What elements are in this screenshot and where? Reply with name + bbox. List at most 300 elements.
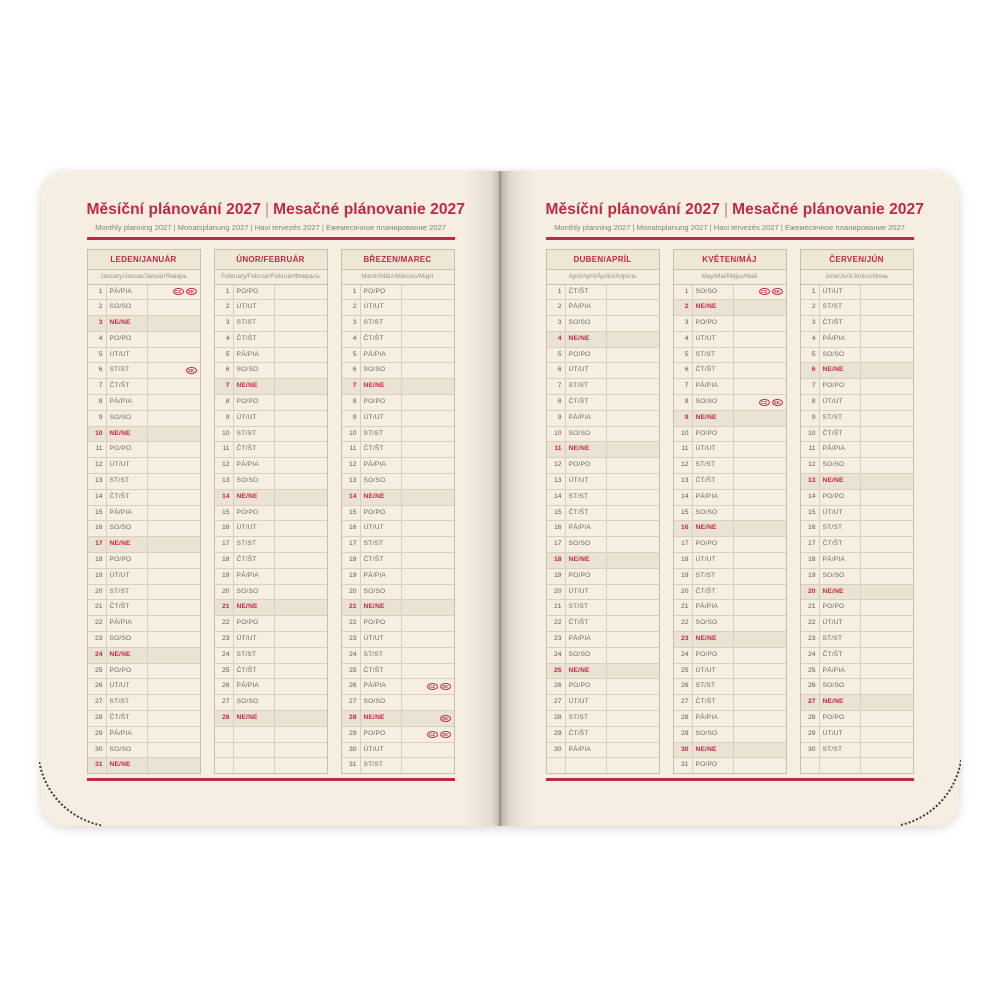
notes-cell (148, 695, 200, 710)
day-number: 4 (674, 332, 693, 347)
day-row (547, 616, 659, 632)
day-number: 28 (801, 711, 820, 726)
notes-cell (861, 458, 913, 473)
notes-cell (148, 632, 200, 647)
notes-cell (607, 743, 659, 758)
day-row (674, 363, 786, 379)
day-row (801, 427, 913, 443)
notes-cell (275, 758, 327, 773)
day-number: 9 (342, 411, 361, 426)
day-number: 29 (801, 727, 820, 742)
day-number: 20 (547, 585, 566, 600)
notes-cell (402, 537, 454, 552)
day-number: 31 (88, 758, 107, 773)
day-row (342, 695, 454, 711)
notes-cell (275, 474, 327, 489)
notes-cell (861, 427, 913, 442)
weekday-label (234, 727, 275, 742)
notes-cell (148, 679, 200, 694)
day-number (801, 758, 820, 773)
notes-cell (734, 363, 786, 378)
weekday-label: ÚT/UT (693, 664, 734, 679)
day-number: 21 (547, 600, 566, 615)
weekday-label: ST/ST (566, 600, 607, 615)
notes-cell (148, 348, 200, 363)
day-number: 29 (88, 727, 107, 742)
empty-row (215, 727, 327, 743)
day-number: 3 (342, 316, 361, 331)
day-row (547, 648, 659, 664)
notes-cell (148, 569, 200, 584)
notes-cell (607, 458, 659, 473)
notes-cell (148, 363, 200, 378)
day-number: 6 (88, 363, 107, 378)
notes-cell (275, 648, 327, 663)
weekday-label: ST/ST (361, 316, 402, 331)
weekday-label: PO/PO (107, 664, 148, 679)
day-number: 3 (88, 316, 107, 331)
day-row (801, 379, 913, 395)
day-number: 10 (674, 427, 693, 442)
notes-cell (275, 632, 327, 647)
holiday-badge-cz: CZ (427, 731, 438, 738)
day-row (547, 442, 659, 458)
notes-cell (148, 521, 200, 536)
notes-cell (402, 600, 454, 615)
day-number: 13 (674, 474, 693, 489)
weekday-label: SO/SO (693, 285, 734, 300)
month-column (673, 249, 787, 775)
day-row (801, 648, 913, 664)
weekday-label: PO/PO (693, 316, 734, 331)
day-number: 16 (88, 521, 107, 536)
weekday-label: ČT/ŠT (234, 664, 275, 679)
day-row (342, 521, 454, 537)
day-number: 15 (215, 506, 234, 521)
day-number: 17 (88, 537, 107, 552)
notes-cell (607, 569, 659, 584)
day-row (547, 427, 659, 443)
day-number: 11 (801, 442, 820, 457)
day-number: 19 (88, 569, 107, 584)
weekday-label: PO/PO (361, 727, 402, 742)
day-number: 5 (801, 348, 820, 363)
day-row (215, 411, 327, 427)
notes-cell (861, 411, 913, 426)
notes-cell (402, 506, 454, 521)
notes-cell (861, 348, 913, 363)
day-number: 4 (215, 332, 234, 347)
day-row (215, 300, 327, 316)
day-number: 22 (547, 616, 566, 631)
notes-cell (607, 632, 659, 647)
notes-cell (734, 664, 786, 679)
day-row (674, 679, 786, 695)
day-row (801, 616, 913, 632)
day-number: 12 (342, 458, 361, 473)
day-number: 18 (674, 553, 693, 568)
weekday-label: ST/ST (820, 743, 861, 758)
day-number: 17 (547, 537, 566, 552)
weekday-label: PÁ/PIA (566, 632, 607, 647)
day-number: 5 (215, 348, 234, 363)
notes-cell (734, 285, 786, 300)
weekday-label: ST/ST (107, 363, 148, 378)
notes-cell (734, 679, 786, 694)
holiday-badge-cz: CZ (759, 288, 770, 295)
day-row (342, 316, 454, 332)
weekday-label: ST/ST (566, 490, 607, 505)
day-number: 3 (547, 316, 566, 331)
day-row (547, 743, 659, 759)
day-number: 29 (674, 727, 693, 742)
weekday-label: ST/ST (693, 348, 734, 363)
notes-cell (402, 616, 454, 631)
weekday-label: ST/ST (820, 411, 861, 426)
day-number: 23 (674, 632, 693, 647)
day-row (88, 585, 200, 601)
day-number: 16 (547, 521, 566, 536)
day-number: 13 (342, 474, 361, 489)
day-row (547, 379, 659, 395)
day-number: 28 (342, 711, 361, 726)
day-number: 9 (88, 411, 107, 426)
notes-cell (402, 711, 454, 726)
day-number: 16 (674, 521, 693, 536)
weekday-label: PÁ/PIA (234, 348, 275, 363)
day-number: 8 (88, 395, 107, 410)
day-row (801, 695, 913, 711)
month-languages: February/Februar/Február/Февраль (214, 270, 328, 285)
weekday-label: PO/PO (361, 285, 402, 300)
notes-cell (402, 427, 454, 442)
day-number: 9 (674, 411, 693, 426)
day-row (342, 395, 454, 411)
day-number: 12 (801, 458, 820, 473)
day-row (674, 411, 786, 427)
day-row (801, 537, 913, 553)
empty-row (547, 758, 659, 773)
notes-cell (402, 632, 454, 647)
notes-cell (734, 348, 786, 363)
notes-cell (402, 316, 454, 331)
day-number: 27 (674, 695, 693, 710)
weekday-label: PÁ/PIA (361, 458, 402, 473)
weekday-label: ČT/ŠT (693, 363, 734, 378)
notes-cell (861, 316, 913, 331)
weekday-label: PO/PO (566, 679, 607, 694)
notes-cell (402, 379, 454, 394)
day-number: 7 (88, 379, 107, 394)
weekday-label: ST/ST (820, 300, 861, 315)
weekday-label: PÁ/PIA (693, 379, 734, 394)
day-number: 6 (215, 363, 234, 378)
notes-cell (275, 727, 327, 742)
day-number: 2 (547, 300, 566, 315)
weekday-label: NE/NE (361, 490, 402, 505)
day-row (342, 664, 454, 680)
notes-cell (402, 458, 454, 473)
month-name: KVĚTEN/MÁJ (673, 249, 787, 270)
notes-cell (861, 616, 913, 631)
weekday-label: SO/SO (361, 695, 402, 710)
day-number: 21 (215, 600, 234, 615)
day-number: 7 (547, 379, 566, 394)
day-number: 11 (215, 442, 234, 457)
day-number: 26 (801, 679, 820, 694)
day-row (801, 316, 913, 332)
day-number: 15 (547, 506, 566, 521)
weekday-label: SO/SO (234, 695, 275, 710)
month-column (800, 249, 914, 775)
notes-cell (148, 300, 200, 315)
day-number: 21 (88, 600, 107, 615)
day-number (547, 758, 566, 773)
weekday-label: ST/ST (234, 537, 275, 552)
notes-cell (275, 379, 327, 394)
notes-cell (607, 490, 659, 505)
day-row (88, 695, 200, 711)
day-row (674, 600, 786, 616)
weekday-label: ÚT/UT (693, 332, 734, 347)
weekday-label: ÚT/UT (361, 743, 402, 758)
day-row (88, 600, 200, 616)
weekday-label: ÚT/UT (361, 521, 402, 536)
day-row (547, 332, 659, 348)
bottom-rule (87, 778, 455, 781)
day-number: 4 (88, 332, 107, 347)
notes-cell (148, 395, 200, 410)
day-row (342, 758, 454, 773)
day-number: 19 (547, 569, 566, 584)
weekday-label: PO/PO (234, 616, 275, 631)
day-number: 14 (674, 490, 693, 505)
weekday-label: ST/ST (361, 758, 402, 773)
month-grid (87, 285, 201, 775)
weekday-label: PO/PO (820, 711, 861, 726)
notes-cell (861, 521, 913, 536)
day-row (342, 474, 454, 490)
page-title (545, 201, 924, 219)
weekday-label: ÚT/UT (693, 442, 734, 457)
day-row (801, 585, 913, 601)
day-number: 5 (342, 348, 361, 363)
day-number: 19 (342, 569, 361, 584)
notes-cell (402, 474, 454, 489)
day-row (674, 711, 786, 727)
notes-cell (734, 506, 786, 521)
weekday-label: NE/NE (566, 332, 607, 347)
month-languages: January/Januar/Január/Январь (87, 270, 201, 285)
day-number: 8 (215, 395, 234, 410)
day-number: 1 (801, 285, 820, 300)
day-row (801, 442, 913, 458)
day-row (547, 395, 659, 411)
day-number: 10 (801, 427, 820, 442)
day-number: 16 (342, 521, 361, 536)
bottom-rule (546, 778, 914, 781)
weekday-label: ČT/ŠT (566, 285, 607, 300)
notes-cell (275, 490, 327, 505)
day-number: 24 (88, 648, 107, 663)
day-number: 10 (88, 427, 107, 442)
day-row (88, 727, 200, 743)
notes-cell (148, 648, 200, 663)
weekday-label: ÚT/UT (820, 395, 861, 410)
weekday-label: NE/NE (820, 585, 861, 600)
day-number: 30 (342, 743, 361, 758)
weekday-label: ÚT/UT (820, 616, 861, 631)
day-row (215, 474, 327, 490)
month-name: ČERVEN/JÚN (800, 249, 914, 270)
months-right (546, 249, 914, 775)
day-row (215, 585, 327, 601)
holiday-badge-sk: SK (186, 367, 197, 374)
weekday-label: SO/SO (566, 537, 607, 552)
weekday-label: PO/PO (693, 537, 734, 552)
day-row (547, 537, 659, 553)
day-row (88, 711, 200, 727)
page-subtitle: Monthly planning 2027 | Monatsplanung 2027 | Havi tervezés 2027 | Ежемесячное планирование 2027 (95, 223, 446, 232)
day-row (215, 537, 327, 553)
day-row (342, 458, 454, 474)
weekday-label: NE/NE (234, 600, 275, 615)
day-number: 5 (674, 348, 693, 363)
day-number: 28 (88, 711, 107, 726)
weekday-label: SO/SO (566, 427, 607, 442)
day-row (801, 332, 913, 348)
weekday-label: ST/ST (361, 537, 402, 552)
day-row (215, 711, 327, 727)
notes-cell (148, 616, 200, 631)
notes-cell (734, 553, 786, 568)
weekday-label: NE/NE (820, 363, 861, 378)
day-row (547, 664, 659, 680)
day-number: 19 (674, 569, 693, 584)
day-number: 13 (547, 474, 566, 489)
weekday-label: ČT/ŠT (234, 442, 275, 457)
month-name: DUBEN/APRÍL (546, 249, 660, 270)
day-number: 28 (215, 711, 234, 726)
day-row (801, 348, 913, 364)
day-number: 4 (342, 332, 361, 347)
weekday-label: ČT/ŠT (234, 553, 275, 568)
weekday-label: ST/ST (234, 427, 275, 442)
day-number: 26 (547, 679, 566, 694)
weekday-label: PO/PO (820, 490, 861, 505)
notes-cell (275, 664, 327, 679)
day-number: 17 (801, 537, 820, 552)
day-row (547, 285, 659, 301)
notes-cell (861, 711, 913, 726)
holiday-badge-sk: SK (772, 288, 783, 295)
weekday-label: ČT/ŠT (107, 490, 148, 505)
day-number: 27 (547, 695, 566, 710)
day-row (342, 506, 454, 522)
weekday-label: SO/SO (107, 411, 148, 426)
notes-cell (861, 442, 913, 457)
day-number: 28 (547, 711, 566, 726)
notes-cell (275, 458, 327, 473)
notes-cell (861, 600, 913, 615)
day-number: 24 (215, 648, 234, 663)
day-row (88, 648, 200, 664)
weekday-label: PÁ/PIA (566, 521, 607, 536)
weekday-label: PO/PO (566, 458, 607, 473)
notes-cell (275, 553, 327, 568)
day-row (547, 727, 659, 743)
day-row (674, 727, 786, 743)
notes-cell (148, 585, 200, 600)
day-row (801, 506, 913, 522)
day-number: 20 (801, 585, 820, 600)
day-row (88, 332, 200, 348)
day-number: 15 (801, 506, 820, 521)
month-languages: June/Juni/Június/Июнь (800, 270, 914, 285)
day-number: 4 (547, 332, 566, 347)
day-row (547, 695, 659, 711)
notes-cell (402, 363, 454, 378)
weekday-label: PÁ/PIA (820, 553, 861, 568)
day-row (801, 664, 913, 680)
day-number (215, 743, 234, 758)
weekday-label: PO/PO (361, 506, 402, 521)
day-number: 18 (88, 553, 107, 568)
notes-cell (861, 632, 913, 647)
day-row (547, 458, 659, 474)
notes-cell (734, 616, 786, 631)
day-row (674, 585, 786, 601)
weekday-label: ST/ST (820, 632, 861, 647)
day-number: 2 (88, 300, 107, 315)
day-row (547, 711, 659, 727)
day-number: 14 (88, 490, 107, 505)
day-row (215, 632, 327, 648)
day-row (674, 632, 786, 648)
day-number: 27 (801, 695, 820, 710)
weekday-label: NE/NE (107, 537, 148, 552)
notes-cell (734, 316, 786, 331)
day-number: 10 (547, 427, 566, 442)
top-rule (546, 237, 914, 240)
day-row (801, 632, 913, 648)
day-number: 7 (801, 379, 820, 394)
day-number: 3 (674, 316, 693, 331)
weekday-label (566, 758, 607, 773)
notes-cell (607, 585, 659, 600)
day-number: 18 (342, 553, 361, 568)
day-row (674, 458, 786, 474)
weekday-label: ÚT/UT (693, 553, 734, 568)
weekday-label: SO/SO (107, 632, 148, 647)
month-grid (673, 285, 787, 775)
notes-cell (402, 348, 454, 363)
weekday-label: PÁ/PIA (693, 600, 734, 615)
day-number: 26 (342, 679, 361, 694)
notes-cell (861, 585, 913, 600)
notes-cell (861, 727, 913, 742)
day-number: 15 (88, 506, 107, 521)
notes-cell (861, 363, 913, 378)
notes-cell (275, 427, 327, 442)
day-row (342, 411, 454, 427)
notes-cell (402, 442, 454, 457)
day-row (88, 474, 200, 490)
notes-cell (148, 285, 200, 300)
day-row (215, 458, 327, 474)
weekday-label: ÚT/UT (820, 506, 861, 521)
day-number: 12 (547, 458, 566, 473)
